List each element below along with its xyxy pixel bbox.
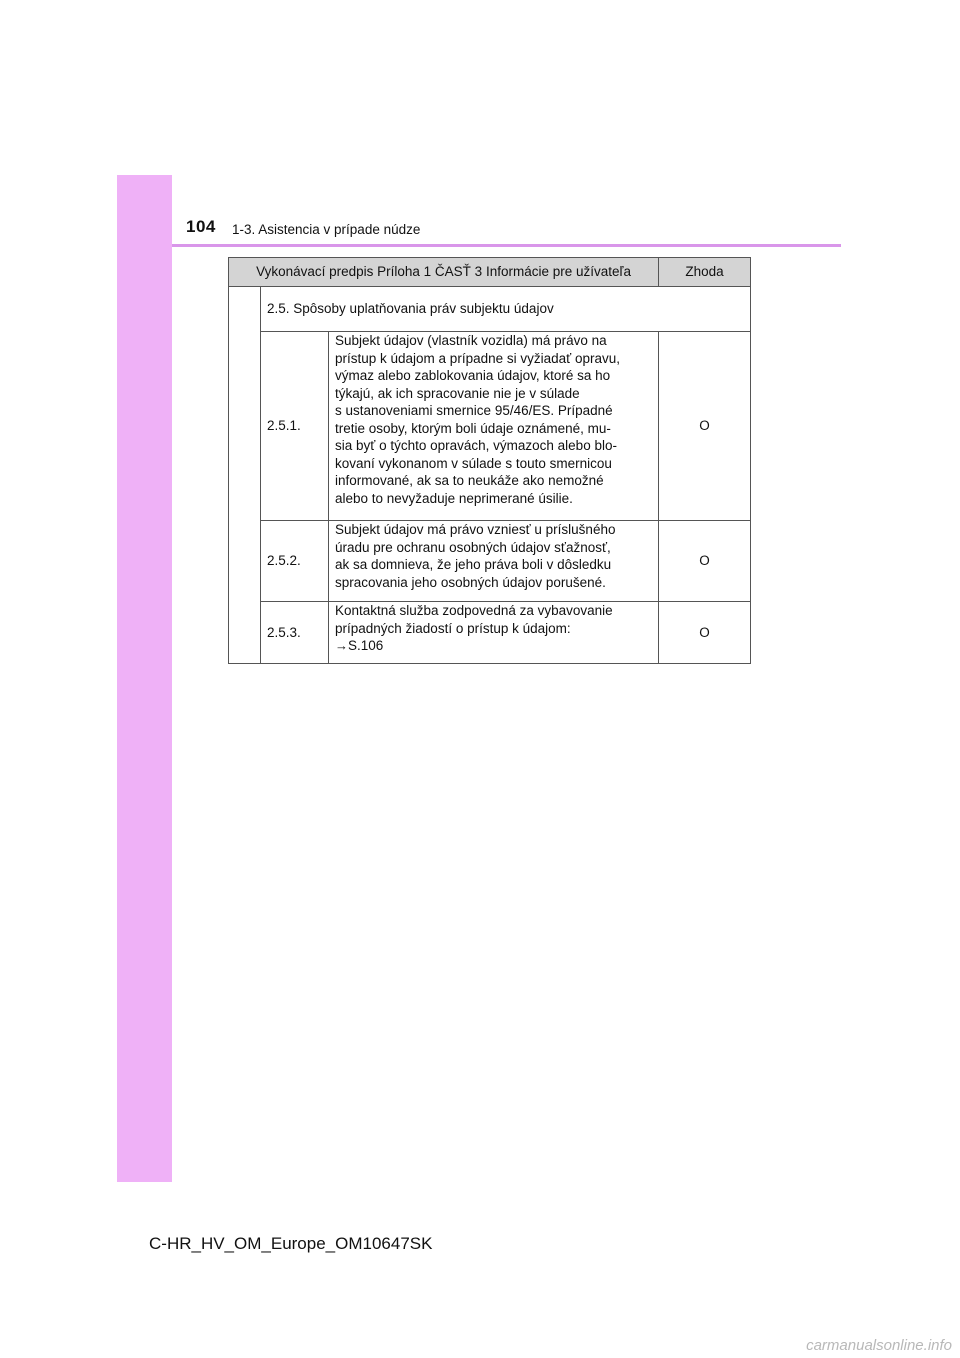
table-header-agreement: Zhoda (659, 258, 751, 287)
table-row (229, 521, 751, 602)
row-description: Subjekt údajov (vlastník vozidla) má právo na prístup k údajom a prípadne si vyžiadať opravu, výmaz alebo zablokovania údajov, ktoré sa ho týkajú, ak ich spracovanie nie je v súlade s ustanoveniami smernice 95/46/ES. Prípadné tretie osoby, ktorým boli údaje oznámené, mu- sia byť o týchto opravách, výmazoch alebo blo- kovaní vykonanom v súlade s touto smernicou informované, ak sa to neukáže ako nemožné alebo to nevyžaduje neprimerané úsilie. (329, 332, 659, 521)
indent-cell (229, 287, 261, 664)
page-reference[interactable] (335, 637, 652, 655)
document-code: C-HR_HV_OM_Europe_OM10647SK (149, 1234, 433, 1253)
table-header-requirement: Vykonávací predpis Príloha 1 ČASŤ 3 Informácie pre užívateľa (229, 258, 659, 287)
arrow-right-icon: → (335, 638, 348, 653)
row-agreement: O (659, 521, 751, 602)
section-title: 1-3. Asistencia v prípade núdze (232, 222, 421, 237)
page-reference-text: S.106 (348, 638, 384, 653)
row-number: 2.5.1. (261, 332, 329, 521)
row-number: 2.5.2. (261, 521, 329, 602)
table-header-row (229, 258, 751, 287)
regulation-table (228, 257, 751, 664)
section-sidebar-tab (117, 175, 172, 1182)
row-description: Kontaktná služba zodpovedná za vybavovanie prípadných žiadostí o prístup k údajom: →S.106 (329, 602, 659, 664)
page-number: 104 (186, 217, 216, 236)
row-agreement: O (659, 332, 751, 521)
table-row (229, 602, 751, 664)
row-number: 2.5.3. (261, 602, 329, 664)
subheader-text: 2.5. Spôsoby uplatňovania práv subjektu údajov (261, 287, 751, 332)
watermark: carmanualsonline.info (806, 1337, 952, 1354)
header-divider (172, 244, 841, 247)
table-row (229, 332, 751, 521)
row-agreement: O (659, 602, 751, 664)
row-description: Subjekt údajov má právo vzniesť u príslušného úradu pre ochranu osobných údajov sťažnosť, ak sa domnieva, že jeho práva boli v dôsledku spracovania jeho osobných údajov porušené. (329, 521, 659, 602)
table-subheader-row (229, 287, 751, 332)
